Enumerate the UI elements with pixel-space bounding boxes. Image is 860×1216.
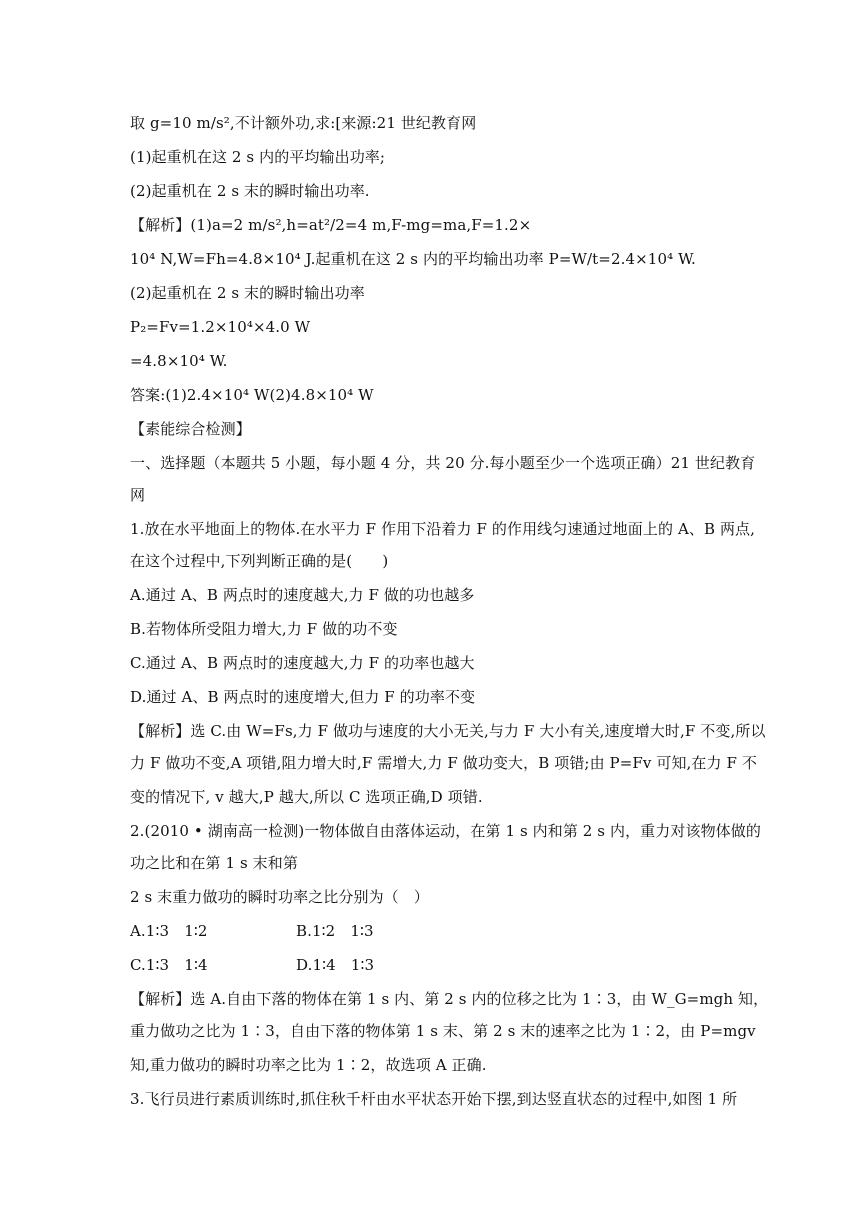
analysis-text: 知,重力做功的瞬时功率之比为 1∶2，故选项 A 正确. bbox=[130, 1056, 487, 1074]
question-text: 1.放在水平地面上的物体.在水平力 F 作用下沿着力 F 的作用线匀速通过地面上的 A、B 两点, bbox=[130, 520, 756, 538]
option-d: D.通过 A、B 两点时的速度增大,但力 F 的功率不变 bbox=[130, 688, 476, 706]
text-line: =4.8×10⁴ W. bbox=[130, 352, 228, 370]
option-b: B.若物体所受阻力增大,力 F 做的功不变 bbox=[130, 620, 398, 638]
analysis-text: 【解析】选 C.由 W=Fs,力 F 做功与速度的大小无关,与力 F 大小有关,速度增大时,F 不变,所以 bbox=[130, 722, 766, 740]
option-d: D.1∶4 1∶3 bbox=[296, 956, 375, 974]
question-text: 在这个过程中,下列判断正确的是( ) bbox=[130, 552, 389, 570]
text-line: (1)起重机在这 2 s 内的平均输出功率; bbox=[130, 148, 386, 166]
text-line: 答案:(1)2.4×10⁴ W(2)4.8×10⁴ W bbox=[130, 386, 374, 404]
analysis-text: 重力做功之比为 1∶3，自由下落的物体第 1 s 末、第 2 s 末的速率之比为 1∶2，由 P=mgv bbox=[130, 1022, 756, 1040]
question-text: 功之比和在第 1 s 末和第 bbox=[130, 854, 298, 872]
analysis-text: 变的情况下, v 越大,P 越大,所以 C 选项正确,D 项错. bbox=[130, 788, 483, 806]
section-heading: 【素能综合检测】 bbox=[130, 420, 251, 438]
question-text: 2.(2010 • 湖南高一检测)一物体做自由落体运动，在第 1 s 内和第 2 s 内，重力对该物体做的 bbox=[130, 822, 761, 840]
text-line: 一、选择题（本题共 5 小题，每小题 4 分，共 20 分.每小题至少一个选项正确）21 世纪教育 bbox=[130, 454, 756, 472]
text-line: 取 g=10 m/s²,不计额外功,求:[来源:21 世纪教育网 bbox=[130, 114, 477, 132]
option-a: A.1∶3 1∶2 bbox=[130, 922, 208, 940]
text-line: (2)起重机在 2 s 末的瞬时输出功率. bbox=[130, 182, 370, 200]
option-c: C.通过 A、B 两点时的速度越大,力 F 的功率也越大 bbox=[130, 654, 475, 672]
text-line: (2)起重机在 2 s 末的瞬时输出功率 bbox=[130, 284, 365, 302]
option-row bbox=[130, 954, 740, 976]
text-line: 【解析】(1)a=2 m/s²,h=at²/2=4 m,F-mg=ma,F=1.2× bbox=[130, 216, 532, 234]
option-a: A.通过 A、B 两点时的速度越大,力 F 做的功也越多 bbox=[130, 586, 475, 604]
question-text: 2 s 末重力做功的瞬时功率之比分别为（ ） bbox=[130, 888, 429, 906]
analysis-text: 【解析】选 A.自由下落的物体在第 1 s 内、第 2 s 内的位移之比为 1∶3，由 W_G=mgh 知， bbox=[130, 990, 769, 1008]
text-line: 10⁴ N,W=Fh=4.8×10⁴ J.起重机在这 2 s 内的平均输出功率 P=W/t=2.4×10⁴ W. bbox=[130, 250, 696, 268]
option-b: B.1∶2 1∶3 bbox=[296, 922, 374, 940]
option-c: C.1∶3 1∶4 bbox=[130, 956, 208, 974]
text-line: P₂=Fv=1.2×10⁴×4.0 W bbox=[130, 318, 311, 336]
option-row bbox=[130, 920, 740, 942]
analysis-text: 力 F 做功不变,A 项错,阻力增大时,F 需增大,力 F 做功变大，B 项错;由 P=Fv 可知,在力 F 不 bbox=[130, 754, 757, 772]
text-line: 网 bbox=[130, 486, 146, 504]
question-text: 3.飞行员进行素质训练时,抓住秋千杆由水平状态开始下摆,到达竖直状态的过程中,如图 1 所 bbox=[130, 1090, 738, 1108]
